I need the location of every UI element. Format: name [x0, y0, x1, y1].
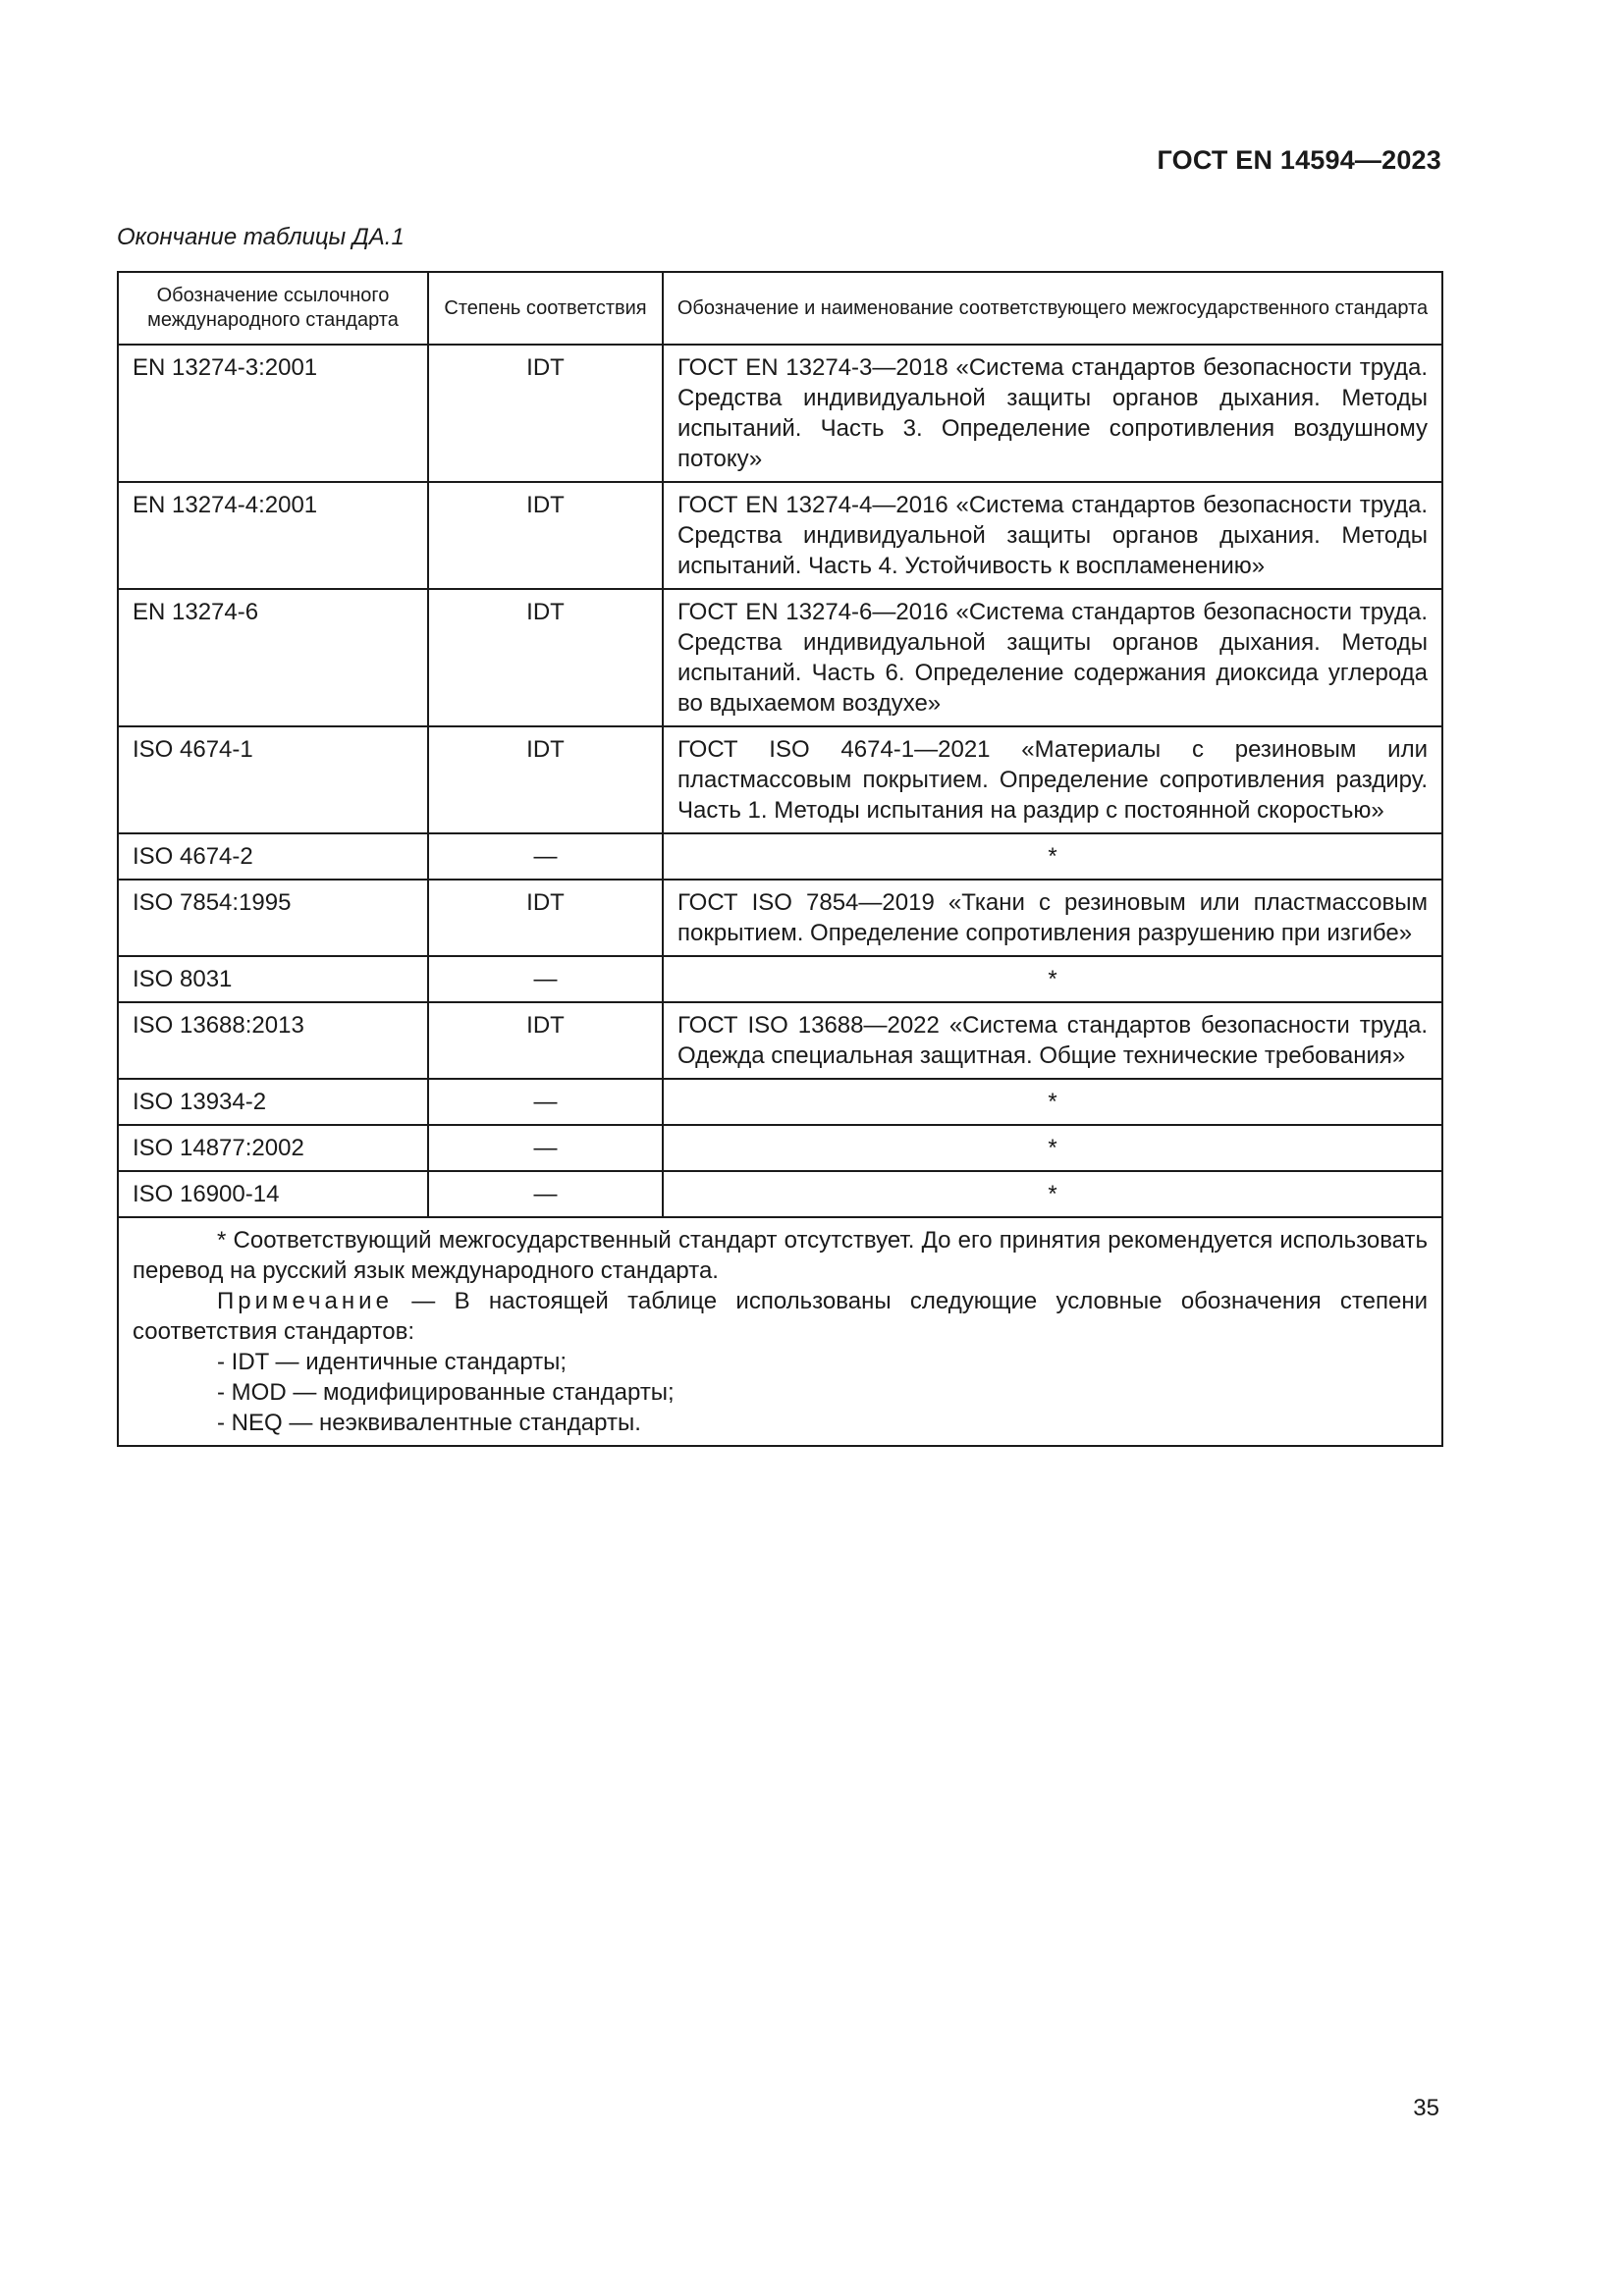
- degree-cell: IDT: [428, 880, 663, 956]
- header-degree: Степень соответствия: [428, 272, 663, 345]
- ref-cell: EN 13274-3:2001: [118, 345, 428, 482]
- degree-cell: IDT: [428, 1002, 663, 1079]
- reference-standards-table: [117, 271, 1443, 1447]
- ref-cell: ISO 8031: [118, 956, 428, 1002]
- name-cell: ГОСТ ISO 4674-1—2021 «Материалы с резиновым или пластмассовым покрытием. Определение сопротивления раздиру. Часть 1. Методы испытания на раздир с постоянной скоростью»: [663, 726, 1442, 833]
- table-row: [118, 880, 1442, 956]
- name-cell: *: [663, 1125, 1442, 1171]
- header-ref-standard: Обозначение ссылочного международного стандарта: [118, 272, 428, 345]
- degree-cell: IDT: [428, 482, 663, 589]
- name-cell: ГОСТ ISO 7854—2019 «Ткани с резиновым или пластмассовым покрытием. Определение сопротивления разрушению при изгибе»: [663, 880, 1442, 956]
- table-row: [118, 589, 1442, 726]
- table-notes-row: [118, 1217, 1442, 1446]
- degree-cell: —: [428, 1171, 663, 1217]
- degree-cell: —: [428, 1125, 663, 1171]
- ref-cell: ISO 16900-14: [118, 1171, 428, 1217]
- table-row: [118, 1171, 1442, 1217]
- ref-cell: ISO 14877:2002: [118, 1125, 428, 1171]
- degree-cell: —: [428, 833, 663, 880]
- table-row: [118, 726, 1442, 833]
- header-interstate-standard: Обозначение и наименование соответствующего межгосударственного стандарта: [663, 272, 1442, 345]
- table-header-row: [118, 272, 1442, 345]
- degree-cell: IDT: [428, 345, 663, 482]
- name-cell: ГОСТ ISO 13688—2022 «Система стандартов безопасности труда. Одежда специальная защитная. Общие технические требования»: [663, 1002, 1442, 1079]
- note-item-neq: - NEQ — неэквивалентные стандарты.: [217, 1410, 641, 1436]
- table-row: [118, 345, 1442, 482]
- name-cell: *: [663, 1079, 1442, 1125]
- name-cell: ГОСТ EN 13274-6—2016 «Система стандартов безопасности труда. Средства индивидуальной защиты органов дыхания. Методы испытаний. Часть 6. Определение содержания диоксида углерода во вдыхаемом воздухе»: [663, 589, 1442, 726]
- table-row: [118, 482, 1442, 589]
- name-cell: *: [663, 956, 1442, 1002]
- table-caption: Окончание таблицы ДА.1: [117, 224, 405, 250]
- ref-cell: ISO 13688:2013: [118, 1002, 428, 1079]
- name-cell: *: [663, 1171, 1442, 1217]
- table-row: [118, 1079, 1442, 1125]
- table-row: [118, 1002, 1442, 1079]
- name-cell: ГОСТ EN 13274-4—2016 «Система стандартов безопасности труда. Средства индивидуальной защиты органов дыхания. Методы испытаний. Часть 4. Устойчивость к воспламенению»: [663, 482, 1442, 589]
- footnote: * Соответствующий межгосударственный стандарт отсутствует. До его принятия рекомендуется использовать перевод на русский язык международного стандарта.: [133, 1227, 1428, 1284]
- table-row: [118, 833, 1442, 880]
- note-text: — В настоящей таблице использованы следующие условные обозначения степени соответствия стандартов:: [133, 1288, 1428, 1345]
- ref-cell: ISO 4674-1: [118, 726, 428, 833]
- document-id: ГОСТ EN 14594—2023: [1157, 145, 1441, 175]
- table-row: [118, 956, 1442, 1002]
- degree-cell: IDT: [428, 589, 663, 726]
- name-cell: *: [663, 833, 1442, 880]
- ref-cell: ISO 4674-2: [118, 833, 428, 880]
- page-number: 35: [1413, 2095, 1439, 2121]
- ref-cell: ISO 7854:1995: [118, 880, 428, 956]
- notes-cell: [118, 1217, 1442, 1446]
- table-row: [118, 1125, 1442, 1171]
- degree-cell: IDT: [428, 726, 663, 833]
- note-item-mod: - MOD — модифицированные стандарты;: [217, 1379, 675, 1406]
- note-paragraph: [133, 1286, 1428, 1347]
- ref-cell: EN 13274-4:2001: [118, 482, 428, 589]
- ref-cell: EN 13274-6: [118, 589, 428, 726]
- ref-cell: ISO 13934-2: [118, 1079, 428, 1125]
- degree-cell: —: [428, 1079, 663, 1125]
- degree-cell: —: [428, 956, 663, 1002]
- name-cell: ГОСТ EN 13274-3—2018 «Система стандартов безопасности труда. Средства индивидуальной защиты органов дыхания. Методы испытаний. Часть 3. Определение сопротивления воздушному потоку»: [663, 345, 1442, 482]
- note-item-idt: - IDT — идентичные стандарты;: [217, 1349, 568, 1375]
- note-label: Примечание: [217, 1288, 393, 1314]
